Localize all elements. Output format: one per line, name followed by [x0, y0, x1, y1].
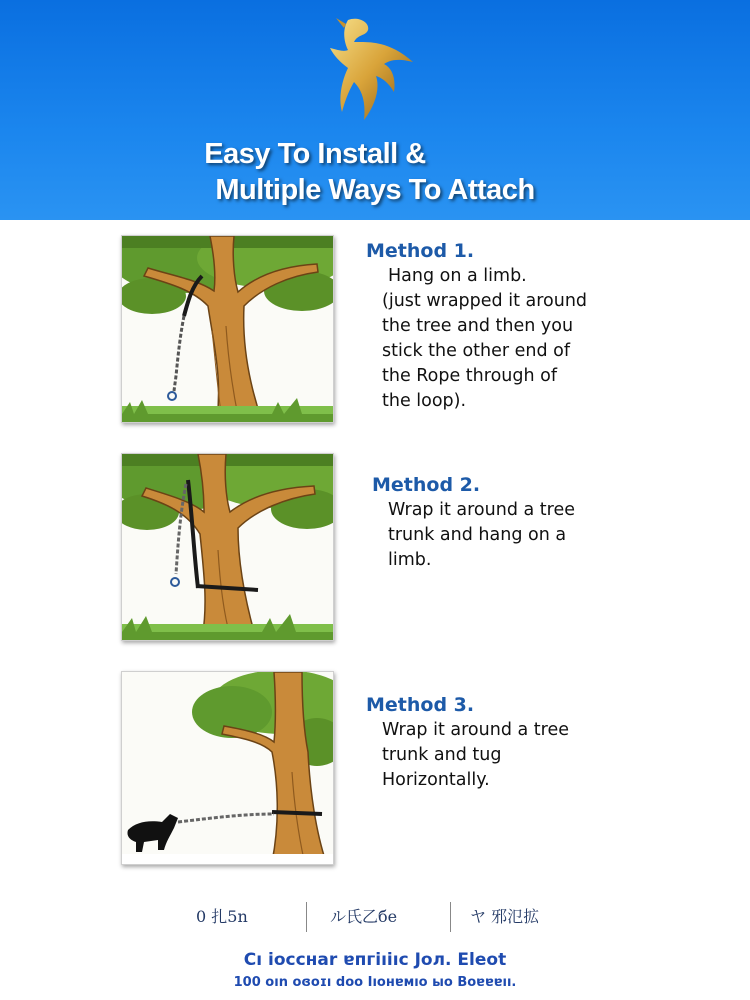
method-2-title: Method 2.: [372, 474, 481, 496]
method-2-text: [372, 472, 575, 573]
method-1-title: Method 1.: [366, 240, 475, 262]
footer-feature-1: 0 扎5n: [196, 907, 248, 926]
method-1-text: [366, 238, 587, 414]
footer-feature-2: ル氏乙бе: [330, 907, 398, 926]
method-2-illustration: [121, 453, 334, 641]
method-3-title: Method 3.: [366, 694, 475, 716]
method-1-line: the Rope through of: [382, 366, 557, 386]
page-title: [0, 136, 750, 208]
method-3-text: [366, 692, 569, 793]
footer-line-1: Cı ioccнаr ɐпгiıiıc Joл. Eleot: [243, 950, 507, 970]
method-1-line: the tree and then you: [382, 316, 574, 336]
footer-divider: [306, 902, 307, 932]
method-3-line: Horizontally.: [382, 770, 490, 790]
method-2-line: trunk and hang on a: [388, 525, 567, 545]
method-3-illustration: [121, 671, 334, 865]
footer-divider: [450, 902, 451, 932]
method-1-illustration: [121, 235, 334, 423]
method-2-line: Wrap it around a tree: [388, 500, 575, 520]
method-2-line: limb.: [388, 550, 432, 570]
method-3-line: trunk and tug: [382, 745, 502, 765]
footer-line-2: 100 oın oɞoɪı doo Iıoʜɐмıo ыo Boɐɐɐıı.: [233, 975, 517, 990]
title-line-2: Multiple Ways To Attach: [215, 174, 535, 206]
method-3-line: Wrap it around a tree: [382, 720, 569, 740]
method-1-line: (just wrapped it around: [382, 291, 588, 311]
method-1-line: stick the other end of: [382, 341, 571, 361]
title-line-1: Easy To Install &: [204, 138, 426, 170]
golden-bird-logo: [318, 12, 438, 127]
method-1-line: the loop).: [382, 391, 467, 411]
header-banner: [0, 0, 750, 220]
method-1-line: Hang on a limb.: [388, 266, 527, 286]
footer-feature-3: ヤ 邪氾拡: [470, 907, 540, 926]
